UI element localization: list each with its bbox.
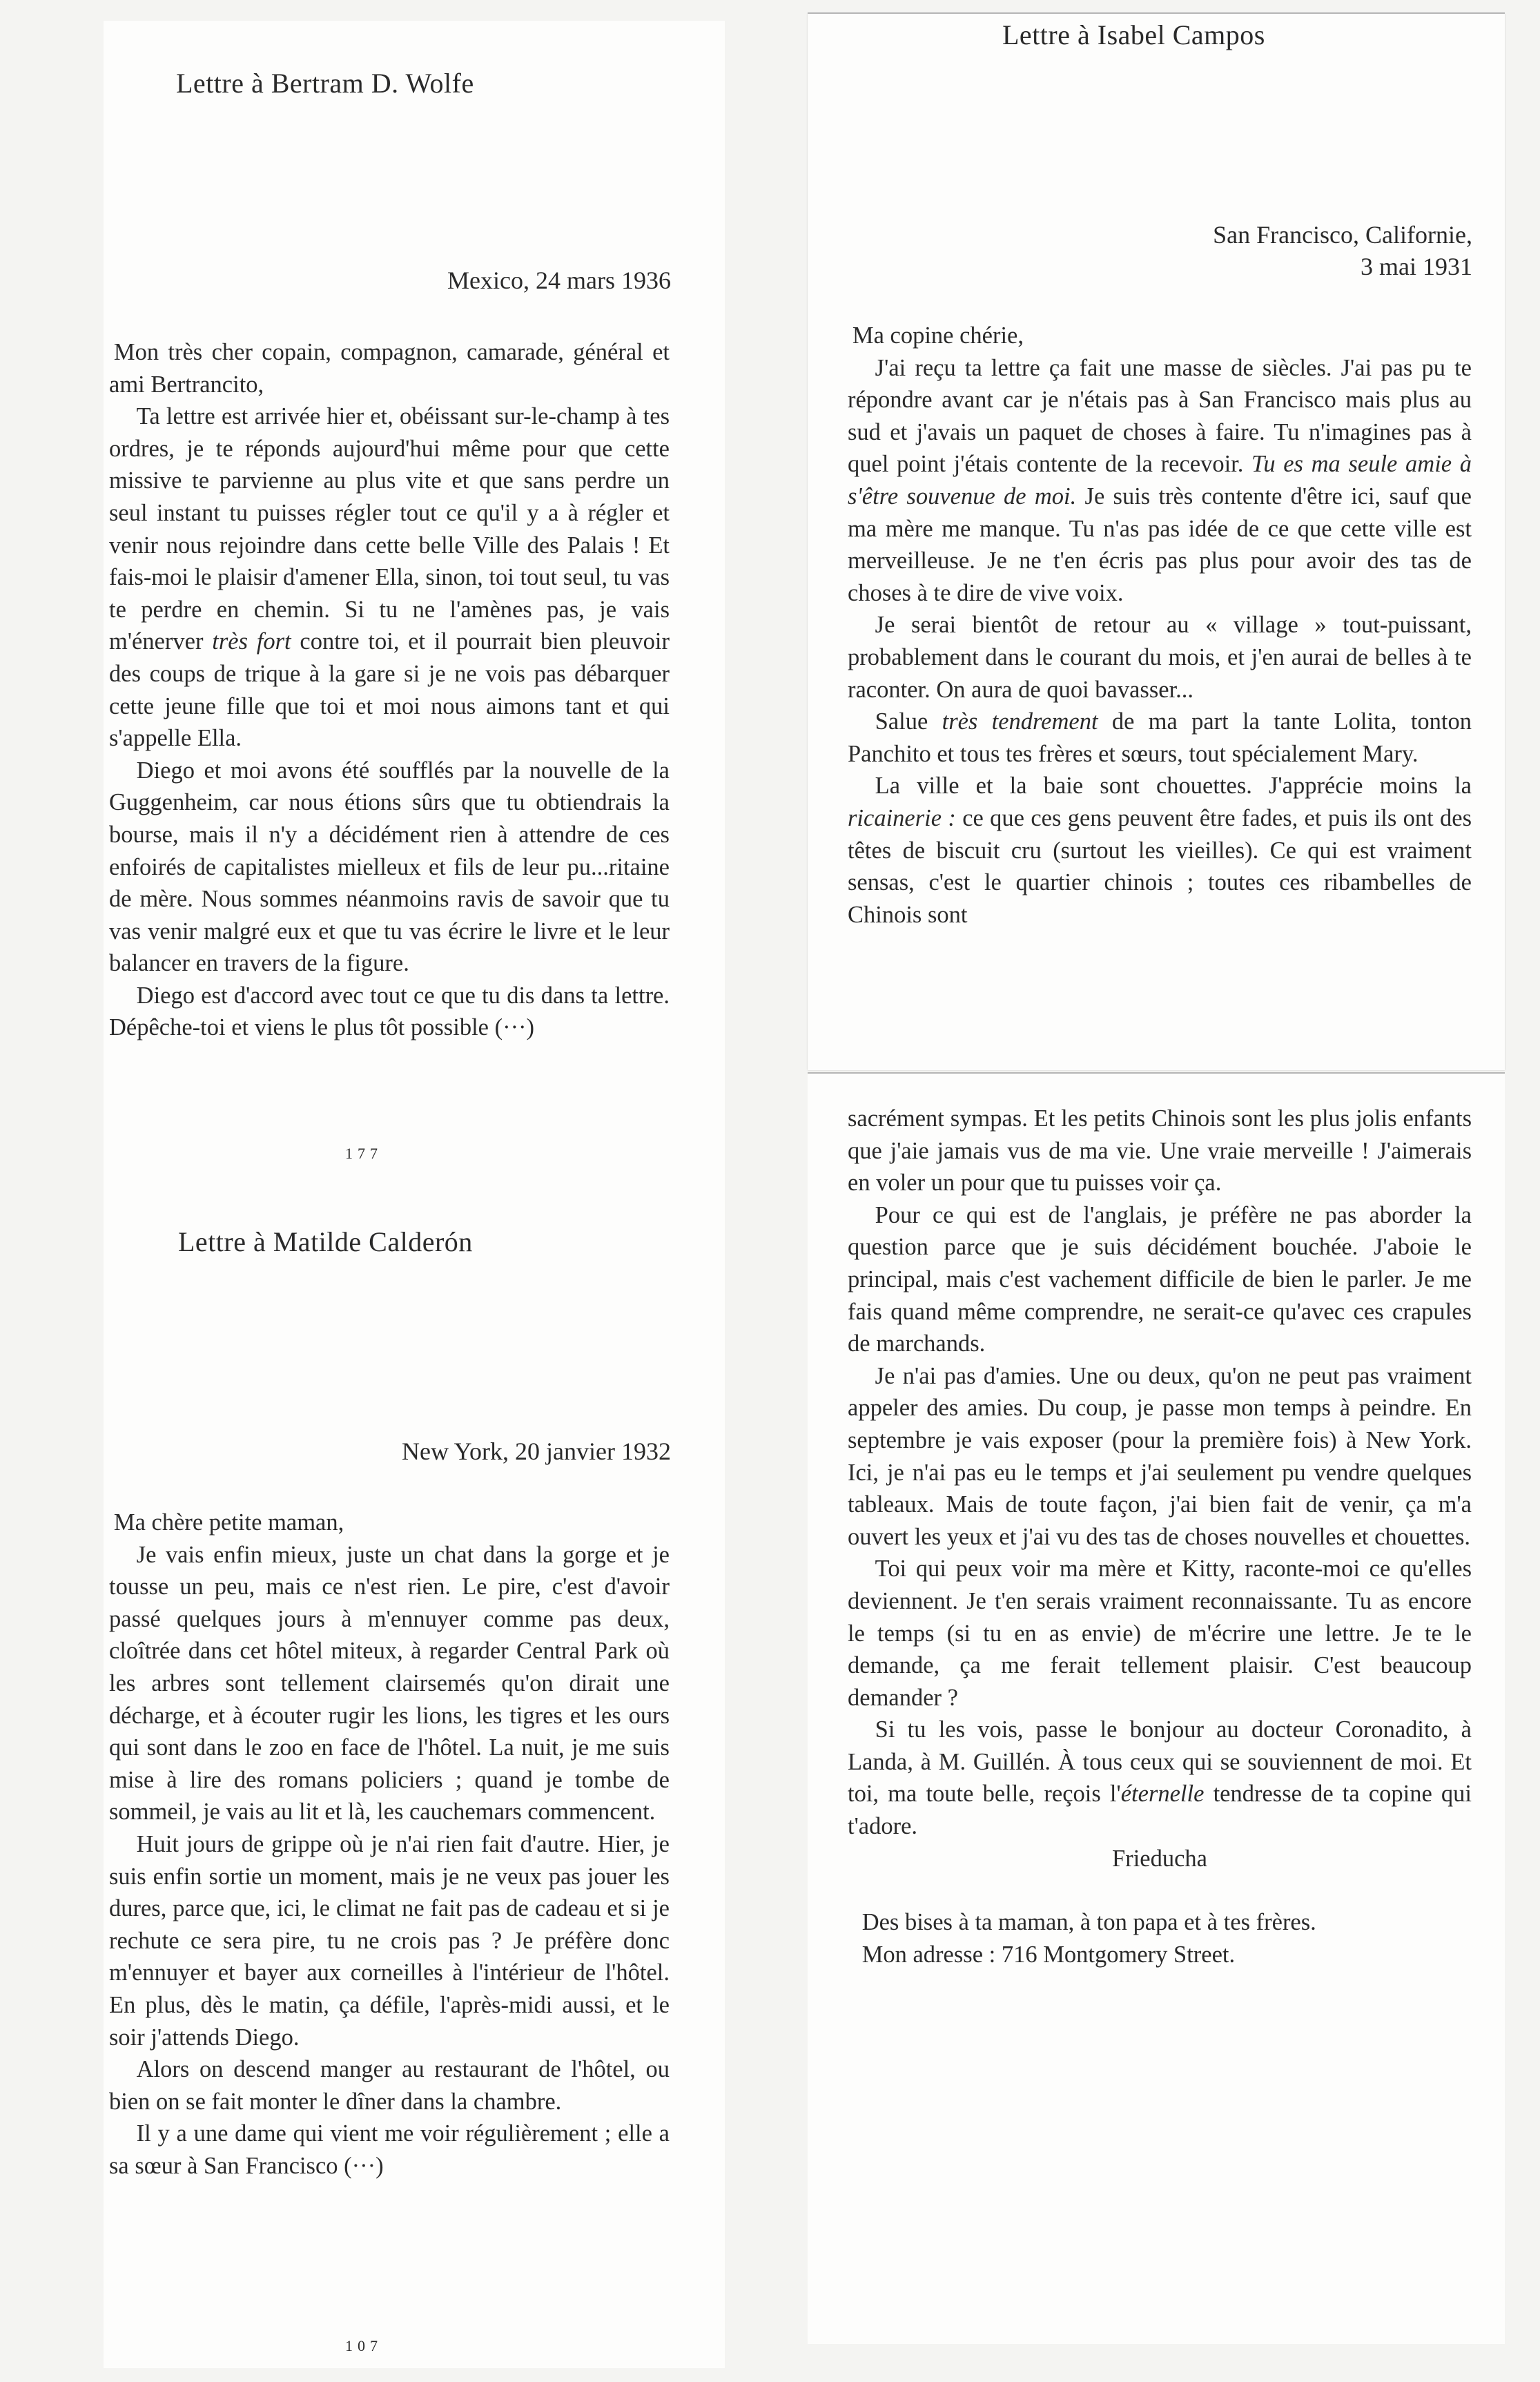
campos-letter-place-date <box>1213 219 1472 282</box>
campos-p3-end: de ma part la tante Lolita, tonton Panchito et tous tes frères et sœurs, tout spécialement Mary. <box>848 708 1472 767</box>
campos-paragraph-6: Pour ce qui est de l'anglais, je préfère ne pas aborder la question parce que je suis décidément bouchée. J'aboie le principal, mais c'est vachement difficile de bien le parler. Je me fais quand même comprendre, ne serait-ce qu'avec ces crapules de marchands. <box>848 1201 1472 1357</box>
wolfe-p1-emphasis: très fort <box>212 628 291 655</box>
wolfe-p3-text: Diego est d'accord avec tout ce que tu dis dans ta lettre. Dépêche-toi et viens le plus tôt possible <box>109 982 670 1041</box>
campos-p4-end: ce que ces gens peuvent être fades, et puis ils ont des têtes de biscuit cru (surtout les vieilles). Ce qui est vraiment sensas, c'est le quartier chinois ; toutes ces ribambelles de Chinois sont <box>848 804 1472 928</box>
campos-paragraph-7: Je n'ai pas d'amies. Une ou deux, qu'on ne peut pas vraiment appeler des amies. Du coup, je passe mon temps à peindre. En septembre je vais exposer (pour la première fois) à New York. Ici, je n'ai pas eu le temps et j'ai seulement pu vendre quelques tableaux. Mais de toute façon, j'ai bien fait de venir, ça m'a ouvert les yeux et j'ai vu des tas de choses nouvelles et chouettes. <box>848 1362 1472 1550</box>
campos-p1-end: Je suis très contente d'être ici, sauf que ma mère me manque. Tu n'as pas idée de ce que cette ville est merveilleuse. Je ne t'en écris pas plus pour avoir des tas de choses à te dire de vive voix. <box>848 483 1472 606</box>
campos-ps-address: Mon adresse : 716 Montgomery Street. <box>861 1941 1236 1968</box>
calderon-letter-body <box>109 1507 670 2182</box>
campos-signature: Frieducha <box>1112 1845 1207 1872</box>
calderon-ellipsis: (···) <box>344 2152 384 2179</box>
campos-p9-emphasis: éternelle <box>1120 1781 1205 1808</box>
campos-date-line: 3 mai 1931 <box>1361 253 1472 280</box>
campos-paragraph-2: Je serai bientôt de retour au « village » tout-puissant, probablement dans le courant du mois, et j'en aurai de belles à te raconter. On aura de quoi bavasser... <box>848 612 1472 703</box>
wolfe-paragraph-1 <box>109 400 670 755</box>
calderon-paragraph-3: Alors on descend manger au restaurant de l'hôtel, ou bien on se fait monter le dîner dans la chambre. <box>109 2056 670 2115</box>
wolfe-letter-title: Lettre à Bertram D. Wolfe <box>176 68 474 99</box>
campos-letter-title: Lettre à Isabel Campos <box>1002 19 1265 50</box>
campos-p4-text: La ville et la baie sont chouettes. J'apprécie moins la <box>875 773 1472 800</box>
campos-paragraph-4 <box>848 770 1472 931</box>
wolfe-p1-text: Ta lettre est arrivée hier et, obéissant sur-le-champ à tes ordres, je te réponds aujourd'hui même pour que cette missive te parvienne au plus vite et que sans perdre un seul instant tu puisses régler tout ce qu'il y a à régler et venir nous rejoindre dans cette belle Ville des Palais ! Et fais-moi le plaisir d'amener Ella, sinon, toi tout seul, tu vas te perdre en chemin. Si tu ne l'amènes pas, je vais m'énerver <box>109 403 670 655</box>
campos-letter-body-part-2 <box>848 1103 1472 1971</box>
campos-salutation: Ma copine chérie, <box>852 322 1024 349</box>
campos-paragraph-9 <box>848 1714 1472 1842</box>
page-number-177: 177 <box>345 1145 382 1162</box>
wolfe-letter-body <box>109 336 670 1044</box>
calderon-salutation: Ma chère petite maman, <box>113 1509 344 1536</box>
campos-place-line-1: San Francisco, Californie, <box>1213 221 1472 249</box>
campos-p4-emphasis: ricainerie : <box>848 804 956 831</box>
campos-p3-emphasis: très tendrement <box>942 708 1098 735</box>
wolfe-salutation: Mon très cher copain, compagnon, camarade, général et ami Bertrancito, <box>109 339 670 398</box>
wolfe-paragraph-3 <box>109 980 670 1044</box>
campos-p9-text: Si tu les vois, passe le bonjour au docteur Coronadito, à Landa, à M. Guillén. À tous ceux qui se souviennent de moi. Et toi, ma toute belle, reçois l' <box>848 1716 1472 1808</box>
calderon-paragraph-1: Je vais enfin mieux, juste un chat dans la gorge et je tousse un peu, mais ce n'est rien. Le pire, c'est d'avoir passé quelques jours à m'ennuyer comme pas deux, cloîtrée dans cet hôtel miteux, à regarder Central Park où les arbres sont tellement clairsemés qu'on dirait une décharge, et à écouter rugir les lions, les tigres et les ours qui sont dans le zoo en face de l'hôtel. La nuit, je me suis mise à lire des romans policiers ; quand je tombe de sommeil, je vais au lit et là, les cauchemars commencent. <box>109 1541 670 1826</box>
page-number-107: 107 <box>345 2337 382 2354</box>
campos-p9-end: tendresse de ta copine qui t'adore. <box>848 1781 1472 1840</box>
wolfe-paragraph-2: Diego et moi avons été soufflés par la nouvelle de la Guggenheim, car nous étions sûrs que tu obtiendrais la bourse, mais il n'y a décidément rien à attendre de ces enfoirés de capitalistes mielleux et fils de leur pu...ritaine de mère. Nous sommes néanmoins ravis de savoir que tu vas venir malgré eux et que tu vas écrire le livre et le leur balancer en travers de la figure. <box>109 757 670 977</box>
wolfe-letter-place-date: Mexico, 24 mars 1936 <box>447 267 671 294</box>
calderon-letter-title: Lettre à Matilde Calderón <box>178 1226 473 1257</box>
wolfe-p1-end: contre toi, et il pourrait bien pleuvoir des coups de trique à la gare si je ne vois pas débarquer cette jeune fille que toi et moi nous aimons tant et qui s'appelle Ella. <box>109 628 670 752</box>
campos-paragraph-8: Toi qui peux voir ma mère et Kitty, raconte-moi ce qu'elles deviennent. Je t'en serais vraiment reconnaissante. Tu as encore le temps (si tu en as envie) de m'écrire une lettre. Je te le demande, ça me ferait tellement plaisir. C'est beaucoup demander ? <box>848 1556 1472 1711</box>
campos-p1-emphasis: Tu es ma seule amie à s'être souvenue de moi. <box>848 451 1472 510</box>
calderon-paragraph-4 <box>109 2118 670 2182</box>
campos-p1-text: J'ai reçu ta lettre ça fait une masse de siècles. J'ai pas pu te répondre avant car je n'étais pas à San Francisco mais plus au sud et j'avais un paquet de choses à faire. Tu n'imagines pas à quel point j'étais contente de la recevoir. <box>848 354 1472 478</box>
campos-postscript <box>848 1906 1472 1971</box>
campos-paragraph-5: sacrément sympas. Et les petits Chinois sont les plus jolis enfants que j'aie jamais vus de ma vie. Une vraie merveille ! J'aimerais en voler un pour que tu puisses voir ça. <box>848 1105 1472 1197</box>
scan-edge-line <box>808 12 1505 14</box>
page-divider-line <box>808 1072 1505 1074</box>
campos-paragraph-1 <box>848 352 1472 610</box>
calderon-p4-text: Il y a une dame qui vient me voir régulièrement ; elle a sa sœur à San Francisco <box>109 2120 670 2179</box>
campos-p3-text: Salue <box>875 708 928 735</box>
campos-letter-body-part-1 <box>848 320 1472 931</box>
wolfe-ellipsis: (···) <box>494 1014 535 1041</box>
calderon-paragraph-2: Huit jours de grippe où je n'ai rien fait d'autre. Hier, je suis enfin sortie un moment, mais je ne veux pas jouer les dures, parce que, ici, le climat ne fait pas de cadeau et si je rechute ce sera pire, tu ne crois pas ? Je préfère donc m'ennuyer et bayer aux corneilles à l'intérieur de l'hôtel. En plus, dès le matin, ça défile, l'après-midi aussi, et le soir j'attends Diego. <box>109 1830 670 2051</box>
campos-ps-line-1: Des bises à ta maman, à ton papa et à tes frères. <box>861 1909 1316 1936</box>
campos-paragraph-3 <box>848 706 1472 770</box>
calderon-letter-place-date: New York, 20 janvier 1932 <box>402 1437 671 1465</box>
